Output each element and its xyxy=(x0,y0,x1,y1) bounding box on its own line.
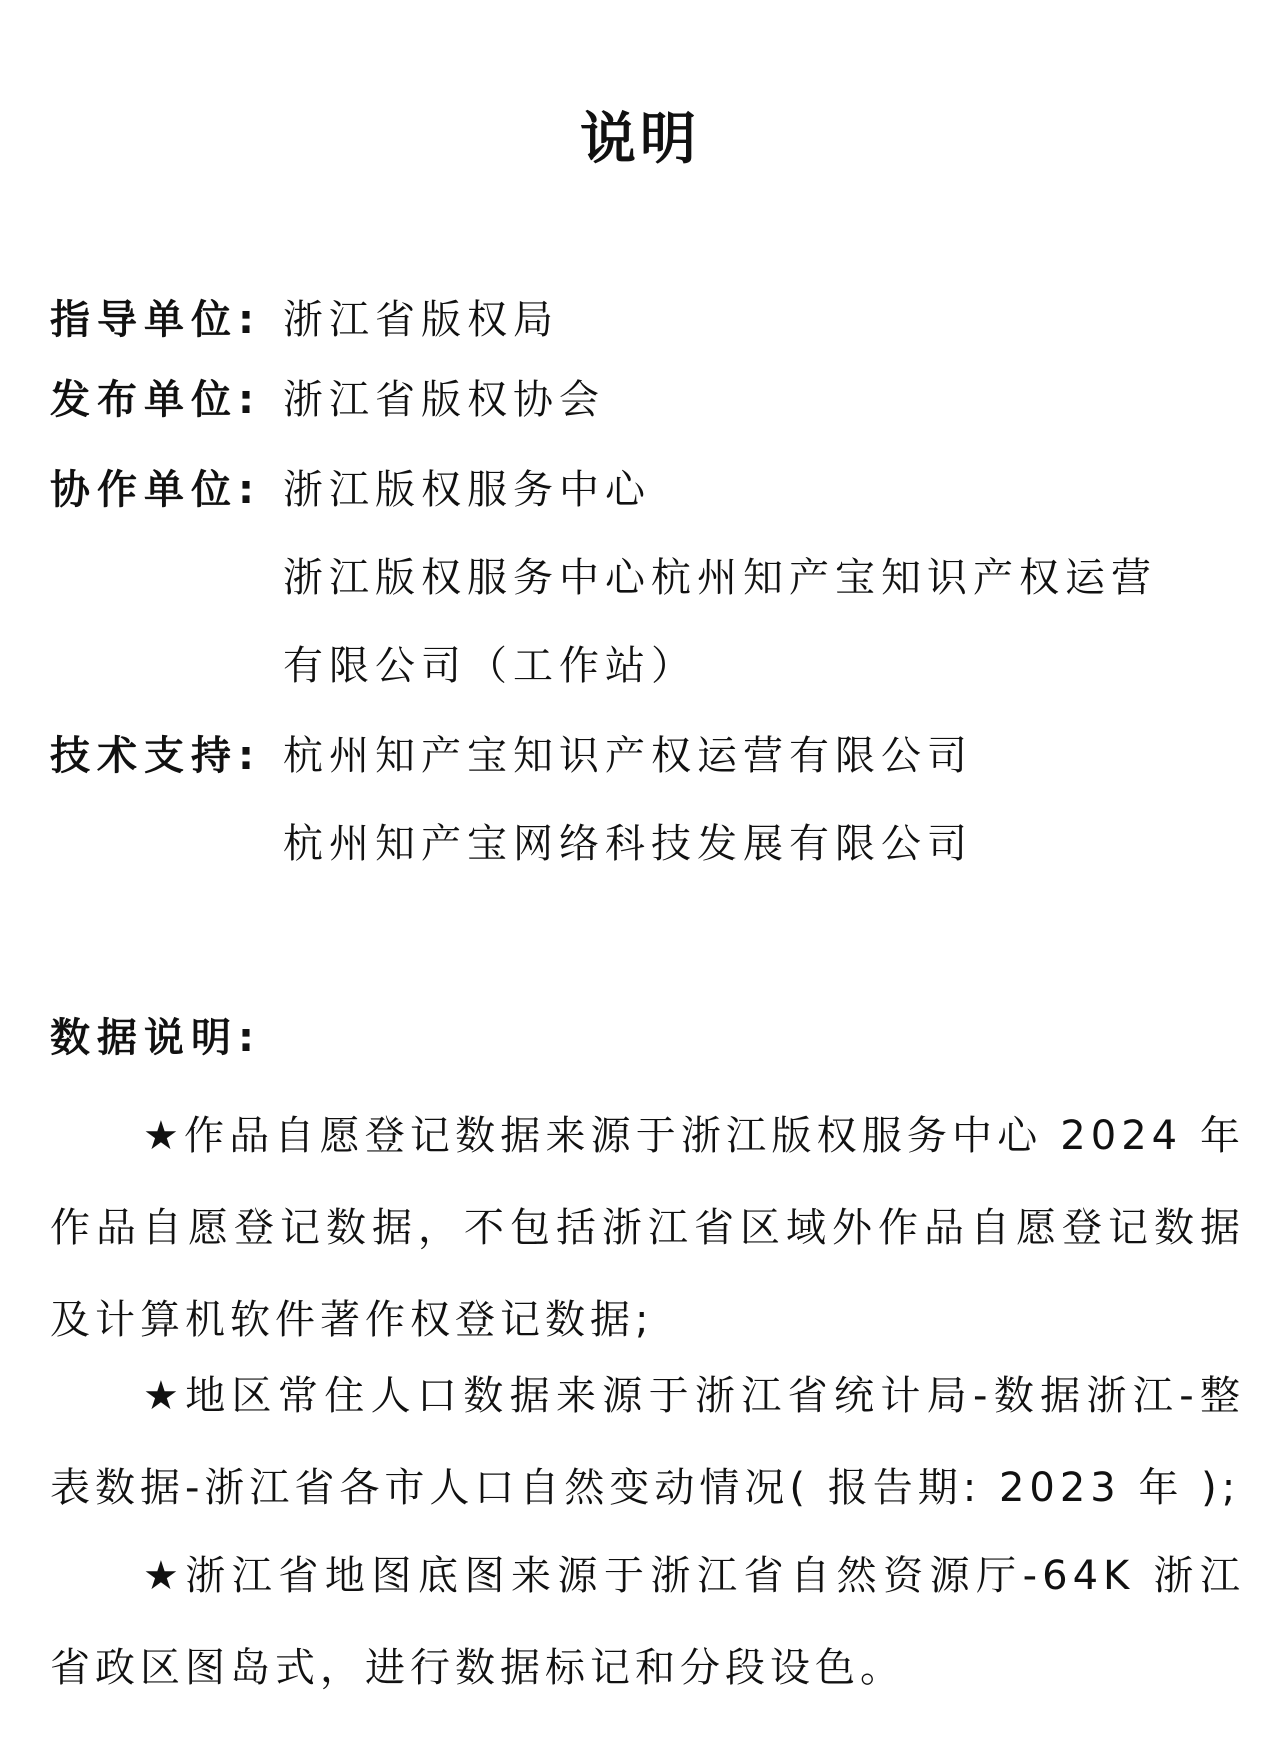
guidance-unit-label: 指导单位: xyxy=(50,297,261,343)
tech-support-value-2: 杭州知产宝网络科技发展有限公司 xyxy=(283,821,973,867)
publisher-unit-row xyxy=(50,370,605,430)
guidance-unit-value: 浙江省版权局 xyxy=(283,297,559,343)
collaboration-unit-value-3: 有限公司（工作站） xyxy=(283,643,697,689)
collaboration-unit-value-1: 浙江版权服务中心 xyxy=(283,467,651,513)
publisher-unit-label: 发布单位: xyxy=(50,377,261,423)
data-note-2: ★地区常住人口数据来源于浙江省统计局-数据浙江-整表数据-浙江省各市人口自然变动情况( 报告期: 2023 年 ); xyxy=(50,1373,1245,1511)
tech-support-value-1: 杭州知产宝知识产权运营有限公司 xyxy=(283,733,973,779)
tech-support-row xyxy=(50,726,973,786)
collaboration-unit-value-2: 浙江版权服务中心杭州知产宝知识产权运营 xyxy=(283,555,1157,601)
data-note-3: ★浙江省地图底图来源于浙江省自然资源厅-64K 浙江省政区图岛式，进行数据标记和分段设色。 xyxy=(50,1553,1245,1691)
collaboration-unit-row xyxy=(50,460,651,520)
tech-support-label: 技术支持: xyxy=(50,733,261,779)
page-title: 说明 xyxy=(580,107,700,172)
collaboration-unit-label: 协作单位: xyxy=(50,467,261,513)
data-note-1: ★作品自愿登记数据来源于浙江版权服务中心 2024 年作品自愿登记数据，不包括浙江省区域外作品自愿登记数据及计算机软件著作权登记数据; xyxy=(50,1113,1245,1343)
data-notes-heading: 数据说明: xyxy=(50,1015,261,1061)
guidance-unit-row xyxy=(50,290,559,350)
publisher-unit-value: 浙江省版权协会 xyxy=(283,377,605,423)
